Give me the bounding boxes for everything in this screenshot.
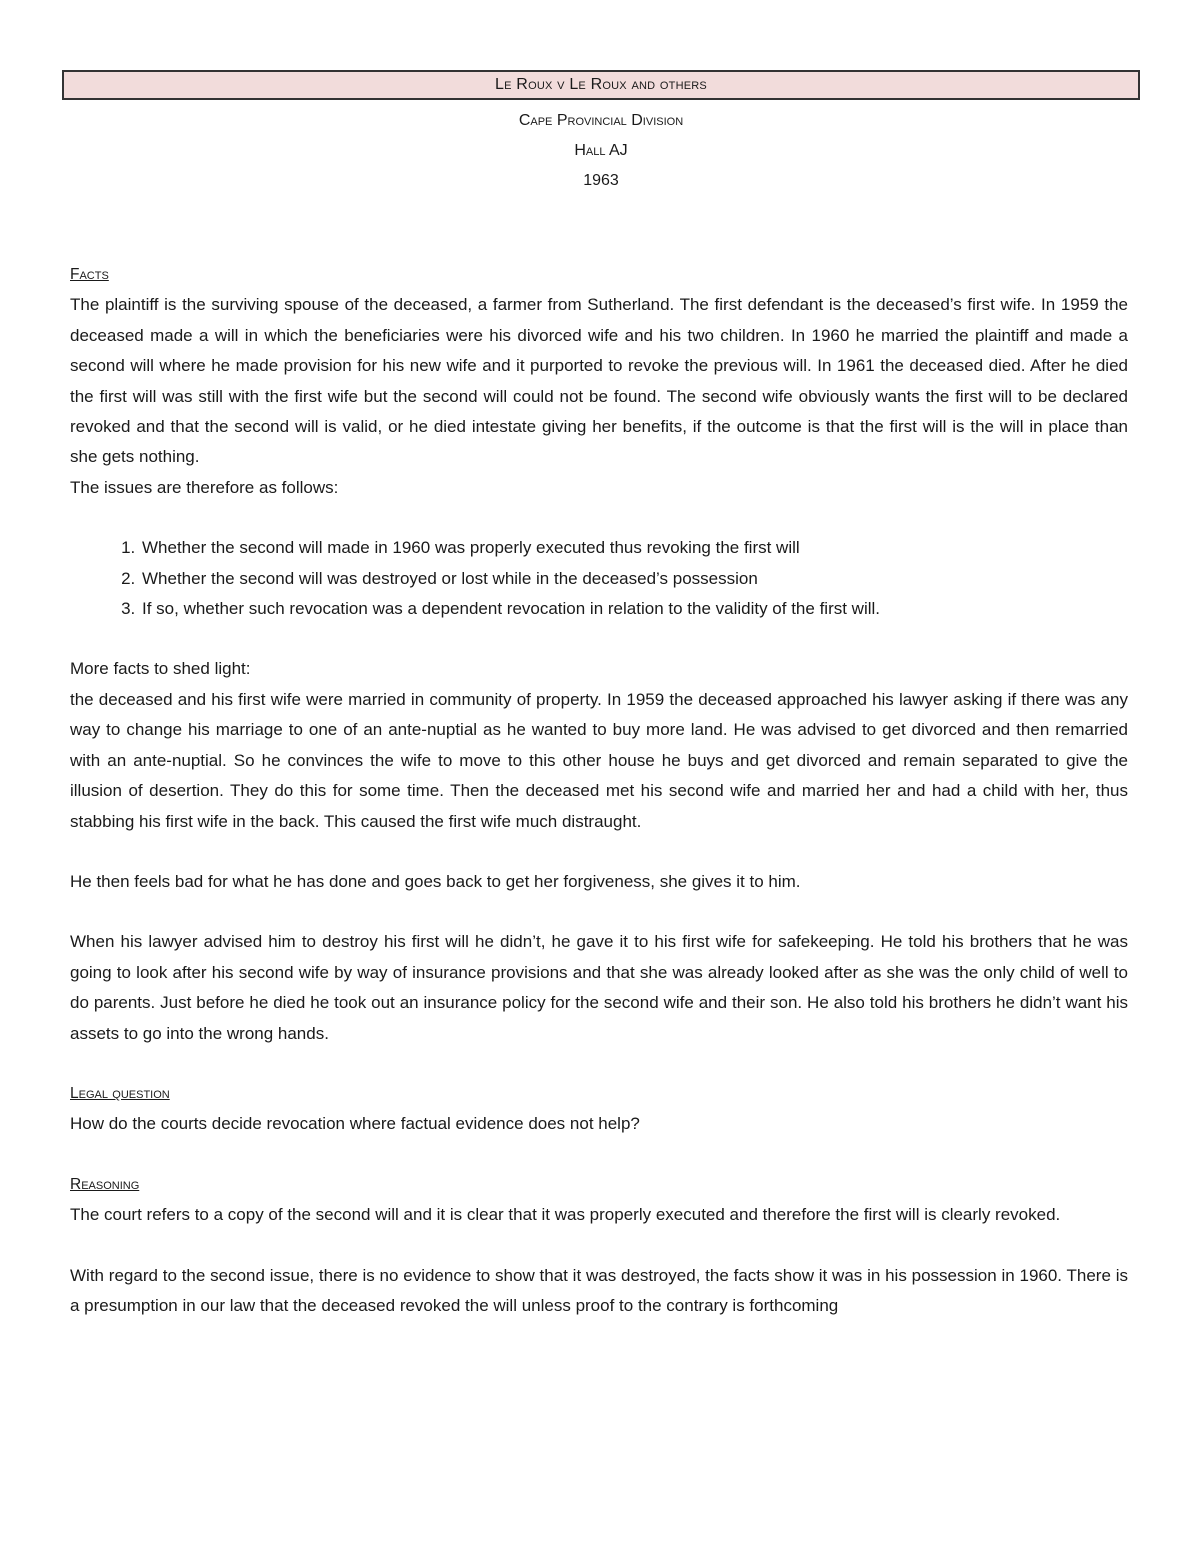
case-meta: [62, 106, 1140, 196]
case-title-box: [62, 70, 1140, 100]
forgiveness-paragraph: He then feels bad for what he has done and goes back to get her forgiveness, she gives it to him.: [70, 871, 801, 891]
issue-item: 3. If so, whether such revocation was a dependent revocation in relation to the validity of the first will.: [140, 594, 1128, 624]
reasoning-paragraph: The court refers to a copy of the second will and it is clear that it was properly executed and therefore the first will is clearly revoked.: [70, 1205, 1061, 1225]
case-title: Le Roux v Le Roux and others: [495, 76, 707, 93]
issues-intro: The issues are therefore as follows:: [70, 477, 339, 497]
reasoning-paragraph: With regard to the second issue, there is no evidence to show that it was destroyed, the facts show it was in his possession in 1960. There is a presumption in our law that the deceased revoked the will unless proof to the contrary is forthcoming: [70, 1265, 1128, 1315]
more-facts-label: More facts to shed light:: [70, 659, 251, 679]
legal-question-heading: Legal question: [70, 1084, 170, 1102]
facts-heading: Facts: [70, 266, 109, 283]
issue-item: 2. Whether the second will was destroyed or lost while in the deceased’s possession: [140, 564, 1128, 594]
more-facts-paragraph: the deceased and his first wife were married in community of property. In 1959 the deceased approached his lawyer asking if there was any way to change his marriage to one of an ante-nuptial as he wanted to buy more land. He was advised to get divorced and then remarried with an ante-nuptial. So he convinces the wife to move to this other house he buys and get divorced and remain separated to give the illusion of desertion. They do this for some time. Then the deceased met his second wife and married her and had a child with her, thus stabbing his first wife in the back. This caused the first wife much distraught.: [70, 689, 1128, 831]
issue-item: 1. Whether the second will made in 1960 was properly executed thus revoking the first will: [140, 533, 1128, 563]
issues-list: [70, 533, 1128, 624]
document-body: [70, 260, 1128, 1321]
reasoning-heading: Reasoning: [70, 1175, 140, 1193]
legal-question-text: How do the courts decide revocation where factual evidence does not help?: [70, 1114, 640, 1134]
case-year: 1963: [583, 172, 619, 189]
document-page: [62, 70, 1140, 1321]
lawyer-advice-paragraph: When his lawyer advised him to destroy his first will he didn’t, he gave it to his first wife for safekeeping. He told his brothers that he was going to look after his second wife by way of insurance provisions and that she was already looked after as she was the only child of well to do parents. Just before he died he took out an insurance policy for the second wife and their son. He also told his brothers he didn’t want his assets to go into the wrong hands.: [70, 932, 1128, 1043]
facts-paragraph: The plaintiff is the surviving spouse of the deceased, a farmer from Sutherland. The first defendant is the deceased’s first wife. In 1959 the deceased made a will in which the beneficiaries were his divorced wife and his two children. In 1960 he married the plaintiff and made a second will where he made provision for his new wife and it purported to revoke the previous will. In 1961 the deceased died. After he died the first will was still with the first wife but the second will could not be found. The second wife obviously wants the first will to be declared revoked and that the second will is valid, or he died intestate giving her benefits, if the outcome is that the first will is the will in place than she gets nothing.: [70, 295, 1128, 467]
court-name: Cape Provincial Division: [518, 112, 684, 129]
judge-name: Hall AJ: [574, 142, 628, 159]
